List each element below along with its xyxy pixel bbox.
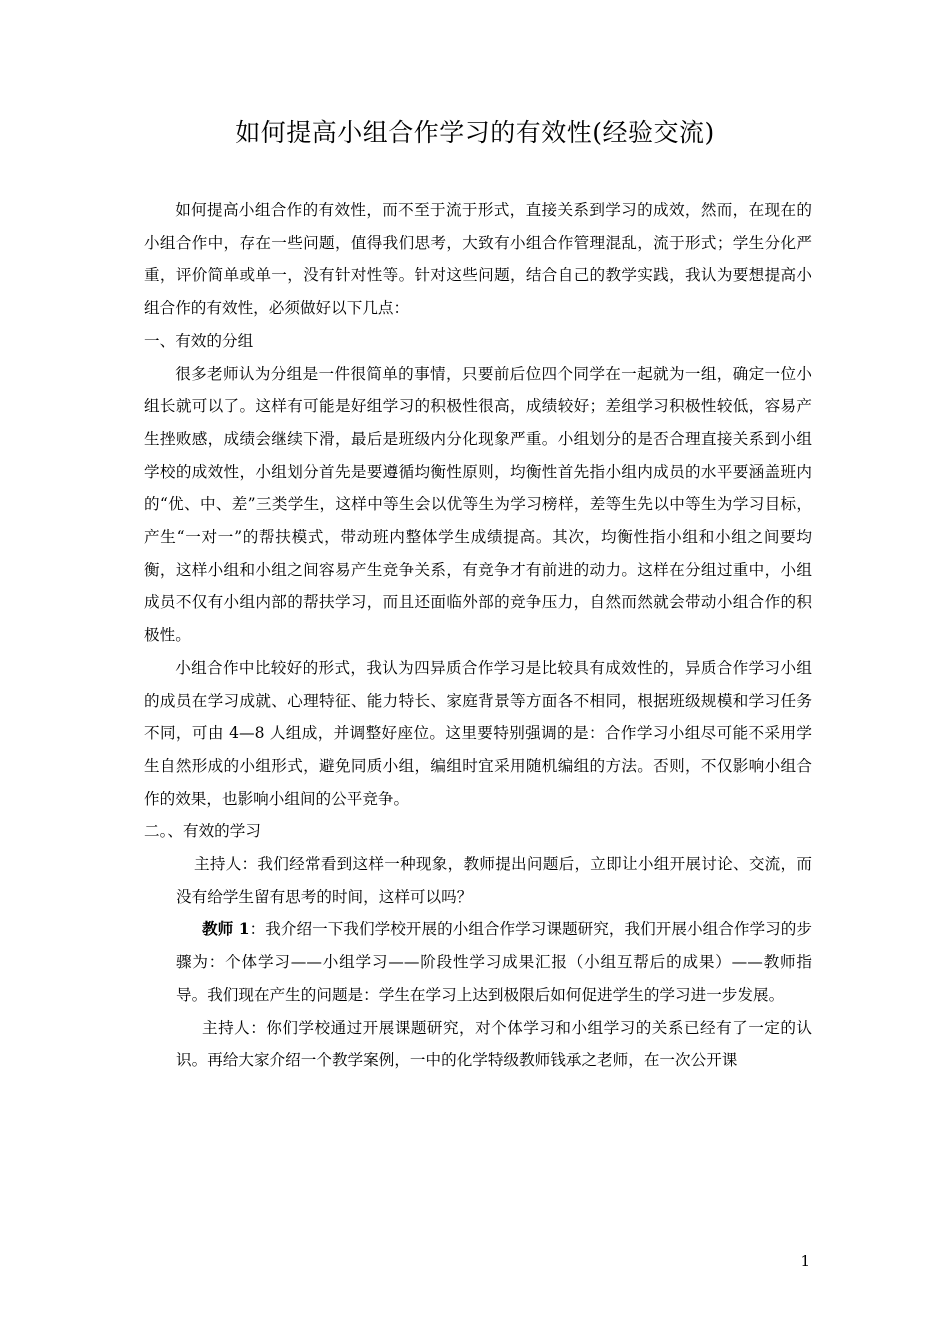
page-number: 1 bbox=[800, 1252, 810, 1270]
teacher-1-remark bbox=[144, 913, 812, 1011]
teacher-1-text: ：我介绍一下我们学校开展的小组合作学习课题研究，我们开展小组合作学习的步骤为：个体学习——小组学习——阶段性学习成果汇报（小组互帮后的成果）——教师指导。我们现在产生的问题是：学生在学习上达到极限后如何促进学生的学习进一步发展。 bbox=[176, 920, 812, 1004]
document-body bbox=[144, 194, 812, 1077]
host-remark-1: 主持人：我们经常看到这样一种现象，教师提出问题后，立即让小组开展讨论、交流，而没有给学生留有思考的时间，这样可以吗？ bbox=[176, 855, 812, 906]
section-2-heading: 二。、有效的学习 bbox=[144, 822, 261, 841]
host-remark-2: 主持人：你们学校通过开展课题研究，对个体学习和小组学习的关系已经有了一定的认识。再给大家介绍一个教学案例，一中的化学特级教师钱承之老师，在一次公开课 bbox=[176, 1018, 812, 1070]
teacher-1-label: 教师 1 bbox=[202, 919, 250, 939]
section-1-paragraph-2: 小组合作中比较好的形式，我认为四异质合作学习是比较具有成效性的，异质合作学习小组的成员在学习成就、心理特征、能力特长、家庭背景等方面各不相同，根据班级规模和学习任务不同，可由 4—8 人组成，并调整好座位。这里要特别强调的是：合作学习小组尽可能不采用学生自然形成的小组形式，避免同质小组，编组时宜采用随机编组的方法。否则，不仅影响小组合作的效果，也影响小组间的公平竞争。 bbox=[144, 658, 812, 808]
section-1-heading: 一、有效的分组 bbox=[144, 331, 254, 350]
intro-paragraph: 如何提高小组合作的有效性，而不至于流于形式，直接关系到学习的成效，然而，在现在的小组合作中，存在一些问题，值得我们思考，大致有小组合作管理混乱，流于形式；学生分化严重，评价简单或单一，没有针对性等。针对这些问题，结合自己的教学实践，我认为要想提高小组合作的有效性，必须做好以下几点： bbox=[144, 201, 812, 318]
document-title: 如何提高小组合作学习的有效性(经验交流) bbox=[235, 118, 715, 147]
section-1-paragraph-1: 很多老师认为分组是一件很简单的事情，只要前后位四个同学在一起就为一组，确定一位小组长就可以了。这样有可能是好组学习的积极性很高，成绩较好；差组学习积极性较低，容易产生挫败感，成绩会继续下滑，最后是班级内分化现象严重。小组划分的是否合理直接关系到小组学校的成效性，小组划分首先是要遵循均衡性原则，均衡性首先指小组内成员的水平要涵盖班内的“优、中、差”三类学生，这样中等生会以优等生为学习榜样，差等生先以中等生为学习目标，产生“一对一”的帮扶模式，带动班内整体学生成绩提高。其次，均衡性指小组和小组之间要均衡，这样小组和小组之间容易产生竞争关系，有竞争才有前进的动力。这样在分组过重中，小组成员不仅有小组内部的帮扶学习，而且还面临外部的竞争压力，自然而然就会带动小组合作的积极性。 bbox=[144, 364, 812, 645]
